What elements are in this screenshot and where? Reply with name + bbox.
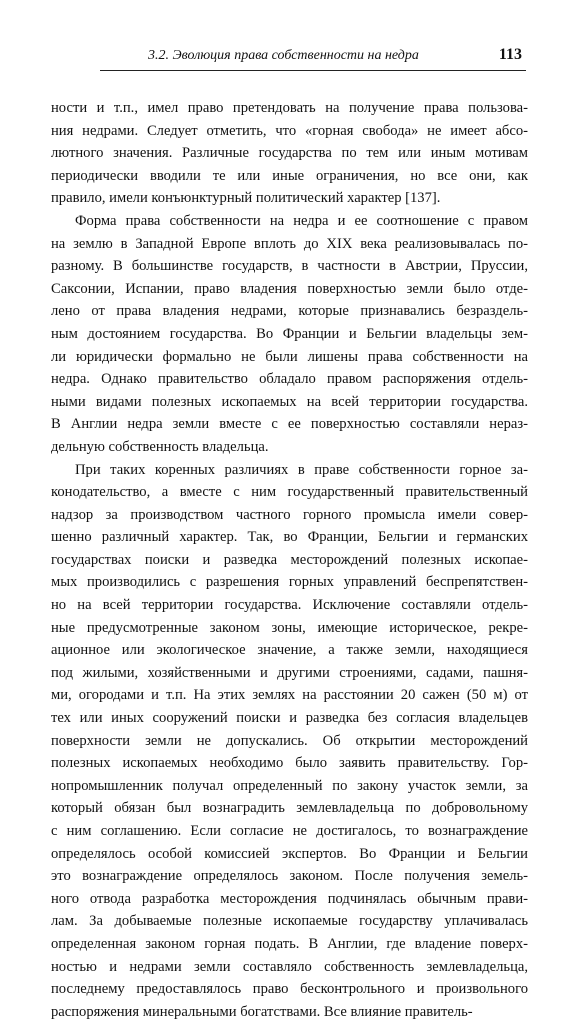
page-header [100,44,526,71]
text-line: последнему предоставлялось право бесконтрольного и произвольного [51,978,528,1001]
text-line: который обязан был вознаградить землевладельца по добровольному [51,797,528,820]
text-line: ностью и недрами земли составляло собственность землевладельца, [51,956,528,979]
text-line: шенно различный характер. Так, во Франции, Бельгии и германских [51,526,528,549]
text-line: лютного значения. Различные государства по тем или иным мотивам [51,142,528,165]
text-line: правило, имели конъюнктурный политический характер [137]. [51,187,528,210]
text-line: это вознаграждение определялось законом. После получения земель- [51,865,528,888]
text-line: распоряжения минеральными богатствами. Все влияние правитель- [51,1001,528,1023]
text-line: определялось особой комиссией экспертов. Во Франции и Бельгии [51,843,528,866]
text-line: ными видами полезных ископаемых на всей территории государства. [51,391,528,414]
text-line: но на всей территории государства. Исключение составляли отдель- [51,594,528,617]
text-line: Форма права собственности на недра и ее соотношение с правом [51,210,528,233]
text-line: ационное или экологическое значение, а также земли, находящиеся [51,639,528,662]
text-line: мых производились с разрешения горных управлений беспрепятствен- [51,571,528,594]
paragraph [51,210,528,459]
page-number: 113 [499,46,522,64]
text-line: тех или иных сооружений поиски и разведка без согласия владельцев [51,707,528,730]
paragraph [51,459,528,1023]
text-line: периодически вводили те или иные ограничения, но все они, как [51,165,528,188]
text-line: государствах поиски и разведка месторождений полезных ископае- [51,549,528,572]
text-line: ного отвода разработка месторождения подчинялась обычным прави- [51,888,528,911]
text-line: лено от права владения недрами, которые признавались безраздель- [51,300,528,323]
text-line: ми, огородами и т.п. На этих землях на расстоянии 20 сажен (50 м) от [51,684,528,707]
text-line: под жилыми, хозяйственными и другими строениями, садами, пашня- [51,662,528,685]
text-line: с ним соглашению. Если согласие не достигалось, то вознаграждение [51,820,528,843]
text-line: надзор за производством частного горного промысла имели совер- [51,504,528,527]
text-line: ли юридически формально не были лишены права собственности на [51,346,528,369]
text-line: ности и т.п., имел право претендовать на получение права пользова- [51,97,528,120]
text-line: ные предусмотренные законом зоны, имеющие историческое, рекре- [51,617,528,640]
text-line: полезных ископаемых необходимо было заявить правительству. Гор- [51,752,528,775]
text-line: ным достоянием государства. Во Франции и Бельгии владельцы зем- [51,323,528,346]
body-text [51,97,528,1023]
text-line: При таких коренных различиях в праве собственности горное за- [51,459,528,482]
text-line: конодательство, а вместе с ним государственный правительственный [51,481,528,504]
text-line: дельную собственность владельца. [51,436,528,459]
text-line: В Англии недра земли вместе с ее поверхностью составляли нераз- [51,413,528,436]
text-line: поверхности земли не допускались. Об открытии месторождений [51,730,528,753]
text-line: ния недрами. Следует отметить, что «горная свобода» не имеет абсо- [51,120,528,143]
text-line: недра. Однако правительство обладало правом распоряжения отдель- [51,368,528,391]
paragraph [51,97,528,210]
text-line: нопромышленник получал определенный по закону участок земли, за [51,775,528,798]
text-line: Саксонии, Испании, право владения поверхностью земли было отде- [51,278,528,301]
text-line: на землю в Западной Европе вплоть до XIX века реализовывалась по- [51,233,528,256]
running-title: 3.2. Эволюция права собственности на недра [148,48,419,64]
text-line: лам. За добываемые полезные ископаемые государству уплачивалась [51,910,528,933]
text-line: определенная законом горная подать. В Англии, где владение поверх- [51,933,528,956]
text-line: разному. В большинстве государств, в частности в Австрии, Пруссии, [51,255,528,278]
